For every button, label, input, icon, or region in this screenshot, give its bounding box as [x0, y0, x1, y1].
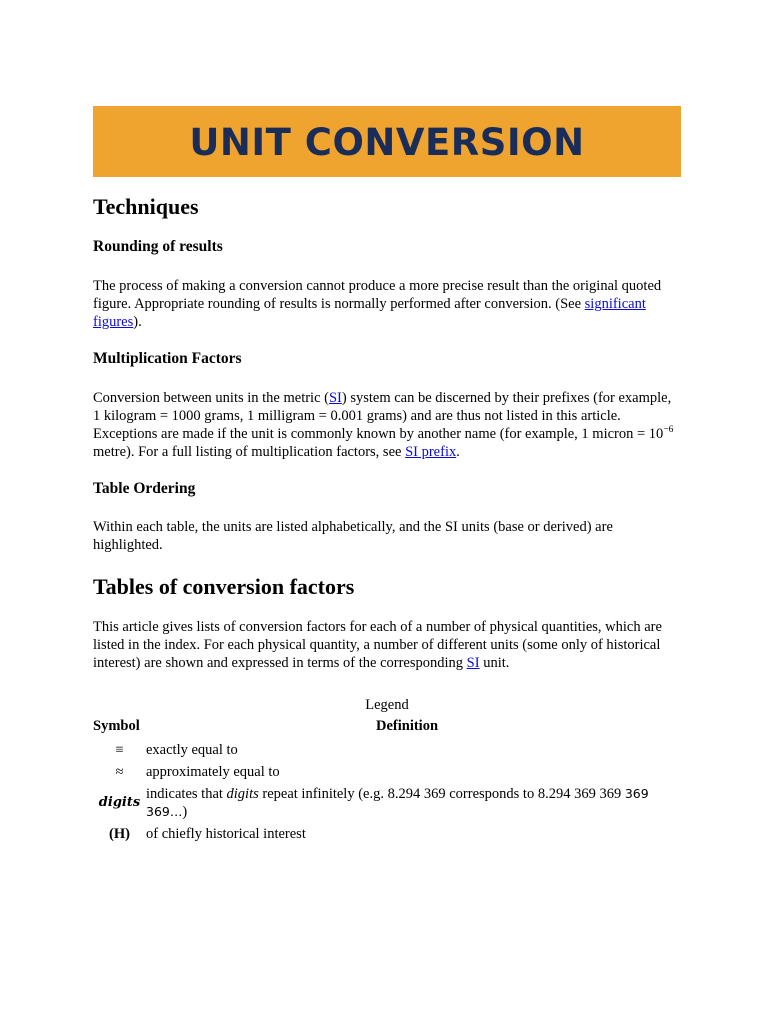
- legend-definition: exactly equal to: [146, 741, 238, 758]
- legend-row: [93, 739, 681, 761]
- techniques-heading: Techniques: [93, 194, 199, 219]
- si-unit-link[interactable]: SI: [466, 654, 480, 671]
- title-banner: [93, 106, 681, 177]
- legend-caption: Legend: [365, 696, 409, 713]
- legend-header-row: [93, 717, 681, 739]
- multiplication-heading: Multiplication Factors: [93, 349, 242, 367]
- legend-symbol: (H): [109, 825, 130, 842]
- legend-definition: indicates that digits repeat infinitely (e.g. 8.294 369 corresponds to 8.294 369 369 369 369…): [146, 785, 649, 820]
- legend-row: [93, 761, 681, 783]
- rounding-heading: Rounding of results: [93, 238, 223, 256]
- exponent: −6: [663, 424, 674, 435]
- multiplication-paragraph: Conversion between units in the metric (SI) system can be discerned by their prefixes (for example, 1 kilogram = 1000 grams, 1 milligram = 0.001 grams) and are thus not listed in this article. Exceptions are made if the unit is commonly known by another name (for example, 1 micron = $10^{-6}$ metre). For a full listing of multiplication factors, see SI prefix.: [93, 389, 674, 460]
- document-page: [93, 106, 681, 845]
- symbol-column-header: Symbol: [93, 717, 140, 734]
- si-prefix-link[interactable]: SI prefix: [405, 443, 457, 460]
- legend-definition: approximately equal to: [146, 763, 280, 780]
- legend-symbol: ≈: [115, 763, 124, 780]
- si-link[interactable]: SI: [328, 389, 342, 406]
- page-title: UNIT CONVERSION: [189, 121, 585, 164]
- legend-row: [93, 823, 681, 845]
- significant-figures-link[interactable]: significant figures: [93, 295, 646, 330]
- rounding-paragraph: The process of making a conversion cannot produce a more precise result than the original quoted figure. Appropriate rounding of results is normally performed after conversion. (See significant figures).: [93, 277, 662, 330]
- ordering-paragraph: Within each table, the units are listed alphabetically, and the SI units (base or derived) are highlighted.: [93, 519, 613, 554]
- legend-symbol: ≡: [115, 741, 124, 758]
- legend-row: [93, 783, 681, 823]
- tables-heading: Tables of conversion factors: [93, 574, 355, 600]
- legend-symbol: digits: [98, 794, 141, 810]
- legend-table: [93, 717, 681, 845]
- legend-definition: of chiefly historical interest: [146, 825, 306, 842]
- definition-column-header: Definition: [376, 717, 439, 734]
- tables-paragraph: This article gives lists of conversion factors for each of a number of physical quantities, which are listed in the index. For each physical quantity, a number of different units (some only of historical interest) are shown and expressed in terms of the corresponding SI unit.: [93, 618, 662, 671]
- ordering-heading: Table Ordering: [93, 479, 196, 497]
